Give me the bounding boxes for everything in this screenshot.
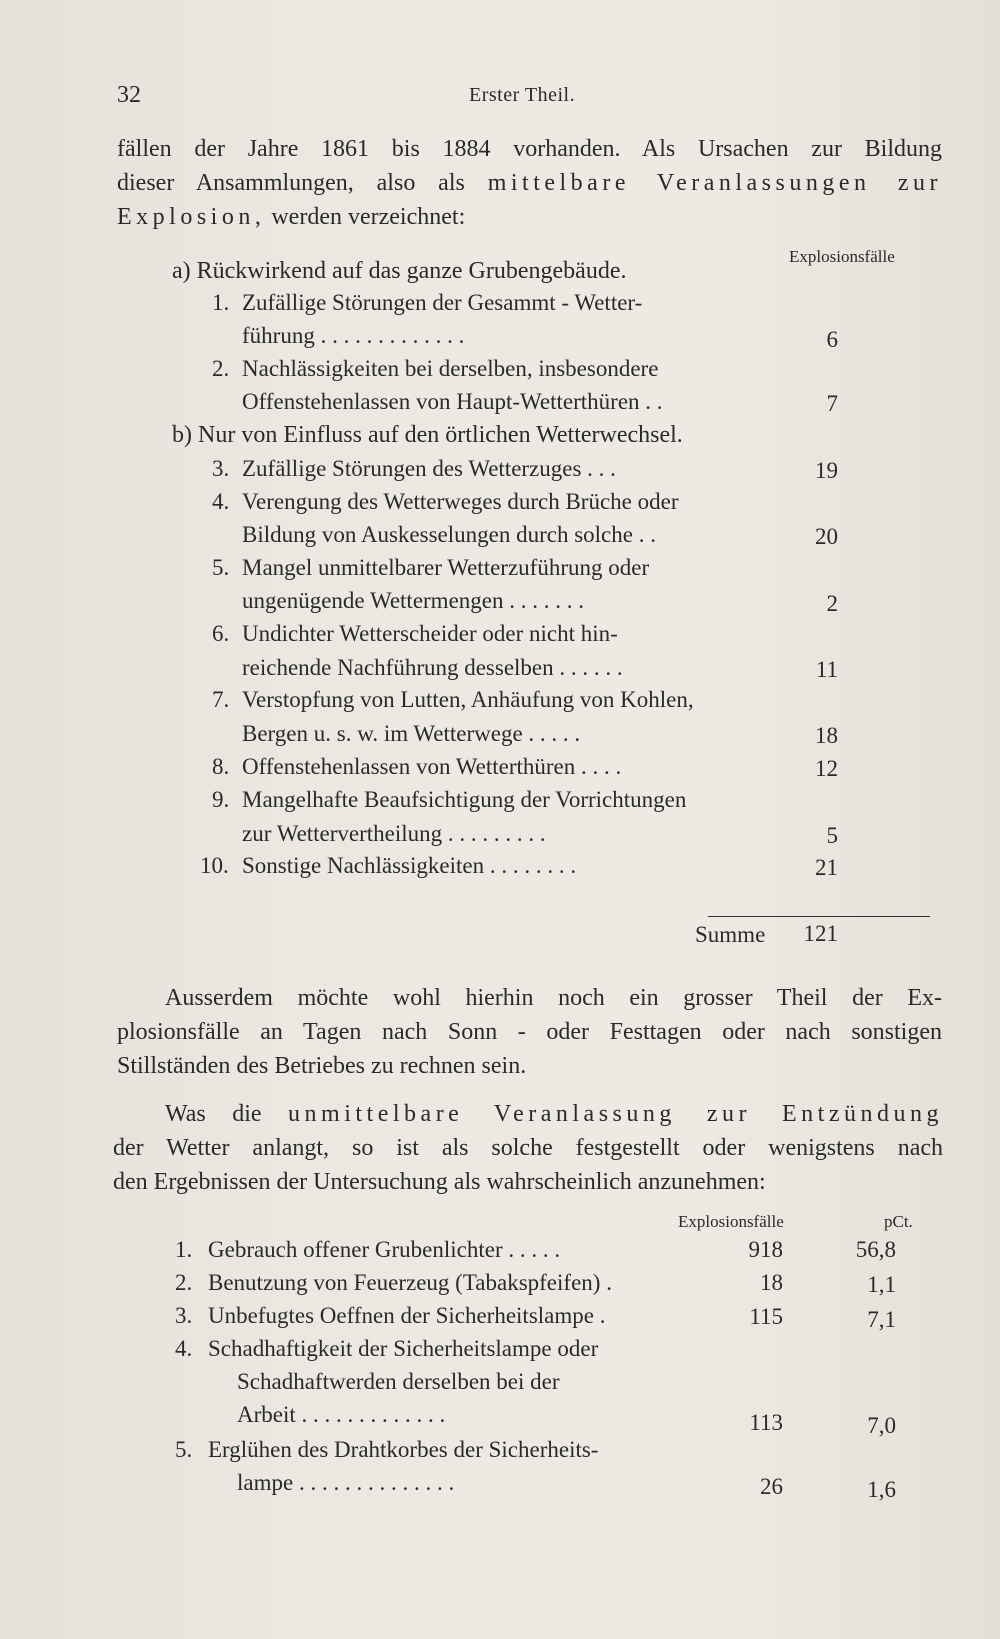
item-2-number: 2.: [212, 356, 230, 381]
intro-emphasis-1: mittelbare Veranlassungen zur: [487, 170, 943, 196]
item-4-line-2: Bildung von Auskesselungen durch solche . .: [242, 522, 656, 547]
item-7-value: 18: [815, 723, 838, 748]
cause-1-number: 1.: [175, 1237, 193, 1262]
item-6-line-1: Undichter Wetterscheider oder nicht hin-: [242, 621, 618, 646]
item-1-line-1: Zufällige Störungen der Gesammt - Wetter-: [242, 290, 643, 315]
item-4-value: 20: [815, 524, 838, 549]
cause-1-pct: 56,8: [855, 1237, 896, 1262]
cause-4-line-2: Schadhaftwerden derselben bei der: [237, 1369, 560, 1394]
cause-5-pct: 1,6: [867, 1477, 896, 1502]
item-2-value: 7: [826, 391, 838, 416]
table2-count-header: Explosionsfälle: [678, 1212, 784, 1231]
para3-line-2: der Wetter anlangt, so ist als solche festgestellt oder wenigstens nach: [113, 1135, 943, 1161]
cause-2-line-1: Benutzung von Feuerzeug (Tabakspfeifen) .: [208, 1270, 612, 1295]
item-1-line-2: führung . . . . . . . . . . . . .: [242, 323, 465, 348]
cause-4-line-1: Schadhaftigkeit der Sicherheitslampe oder: [208, 1336, 599, 1361]
item-2-line-2: Offenstehenlassen von Haupt-Wetterthüren . .: [242, 389, 663, 414]
para3-line-1-text: Was die: [165, 1101, 289, 1127]
item-10-value: 21: [815, 855, 838, 880]
sum-value: 121: [803, 921, 838, 946]
cause-1-count: 918: [748, 1237, 783, 1262]
item-9-value: 5: [826, 823, 838, 848]
running-head: Erster Theil.: [469, 84, 576, 106]
paragraph-3: [113, 1097, 943, 1199]
item-8-line-1: Offenstehenlassen von Wetterthüren . . . .: [242, 754, 622, 779]
cause-2-count: 18: [760, 1270, 783, 1295]
cause-4-line-3: Arbeit . . . . . . . . . . . . .: [237, 1402, 446, 1427]
item-6-line-2: reichende Nachführung desselben . . . . . .: [242, 655, 623, 680]
cause-5-number: 5.: [175, 1437, 193, 1462]
section-b-heading: b) Nur von Einfluss auf den örtlichen Wetterwechsel.: [172, 422, 683, 448]
item-1-number: 1.: [212, 290, 230, 315]
cause-4-pct: 7,0: [867, 1413, 896, 1438]
para3-line-3: den Ergebnissen der Untersuchung als wahrscheinlich anzunehmen:: [113, 1169, 766, 1195]
para3-emphasis: unmittelbare Veranlassung zur Entzündung: [288, 1101, 943, 1127]
intro-line-3-text: werden verzeichnet:: [265, 204, 466, 230]
intro-emphasis-2: Explosion,: [117, 204, 266, 230]
para2-line-1: Ausserdem möchte wohl hierhin noch ein grosser Theil der Ex-: [165, 985, 942, 1011]
item-9-line-2: zur Wettervertheilung . . . . . . . . .: [242, 821, 546, 846]
cause-5-line-2: lampe . . . . . . . . . . . . . .: [237, 1470, 455, 1495]
item-5-line-1: Mangel unmittelbarer Wetterzuführung oder: [242, 555, 650, 580]
para2-line-2: plosionsfälle an Tagen nach Sonn - oder Festtagen oder nach sonstigen: [117, 1019, 942, 1045]
item-5-number: 5.: [212, 555, 230, 580]
item-7-number: 7.: [212, 687, 230, 712]
sum-label: Summe: [695, 922, 766, 947]
item-5-line-2: ungenügende Wettermengen . . . . . . .: [242, 588, 584, 613]
section-a-heading: a) Rückwirkend auf das ganze Grubengebäude.: [172, 258, 627, 284]
item-3-line-1: Zufällige Störungen des Wetterzuges . . .: [242, 456, 616, 481]
intro-line-3: [117, 200, 942, 234]
item-8-value: 12: [815, 756, 838, 781]
intro-line-2-text: dieser Ansammlungen, also als: [117, 170, 488, 196]
cause-3-number: 3.: [175, 1303, 193, 1328]
item-7-line-1: Verstopfung von Lutten, Anhäufung von Kohlen,: [242, 687, 694, 712]
item-5-value: 2: [826, 591, 838, 616]
intro-paragraph: [117, 132, 942, 234]
table2-pct-header: pCt.: [884, 1212, 913, 1231]
item-6-value: 11: [815, 657, 838, 682]
item-7-line-2: Bergen u. s. w. im Wetterwege . . . . .: [242, 721, 581, 746]
cause-1-line-1: Gebrauch offener Grubenlichter . . . . .: [208, 1237, 561, 1262]
cause-5-line-1: Erglühen des Drahtkorbes der Sicherheits-: [208, 1437, 599, 1462]
intro-line-1: fällen der Jahre 1861 bis 1884 vorhanden. Als Ursachen zur Bildung: [117, 136, 942, 162]
sum-rule: [708, 916, 930, 917]
cause-2-number: 2.: [175, 1270, 193, 1295]
item-4-number: 4.: [212, 489, 230, 514]
item-4-line-1: Verengung des Wetterweges durch Brüche oder: [242, 489, 679, 514]
cause-3-line-1: Unbefugtes Oeffnen der Sicherheitslampe .: [208, 1303, 606, 1328]
paragraph-2: [117, 981, 942, 1083]
intro-line-2: [117, 166, 942, 200]
cause-4-count: 113: [749, 1410, 783, 1435]
item-10-line-1: Sonstige Nachlässigkeiten . . . . . . . .: [242, 853, 577, 878]
table1-column-header: Explosionsfälle: [789, 247, 895, 266]
cause-2-pct: 1,1: [867, 1272, 896, 1297]
item-8-number: 8.: [212, 754, 230, 779]
para3-line-1: [113, 1097, 943, 1131]
item-3-number: 3.: [212, 456, 230, 481]
item-2-line-1: Nachlässigkeiten bei derselben, insbesondere: [242, 356, 659, 381]
cause-3-count: 115: [749, 1304, 783, 1329]
cause-4-number: 4.: [175, 1336, 193, 1361]
item-1-value: 6: [826, 327, 838, 352]
item-9-line-1: Mangelhafte Beaufsichtigung der Vorrichtungen: [242, 787, 687, 812]
item-6-number: 6.: [212, 621, 230, 646]
item-10-number: 10.: [200, 853, 229, 878]
cause-3-pct: 7,1: [867, 1307, 896, 1332]
cause-5-count: 26: [760, 1474, 783, 1499]
item-9-number: 9.: [212, 787, 230, 812]
page-number: 32: [117, 82, 141, 108]
item-3-value: 19: [815, 458, 838, 483]
para2-line-3: Stillständen des Betriebes zu rechnen sein.: [117, 1053, 527, 1079]
